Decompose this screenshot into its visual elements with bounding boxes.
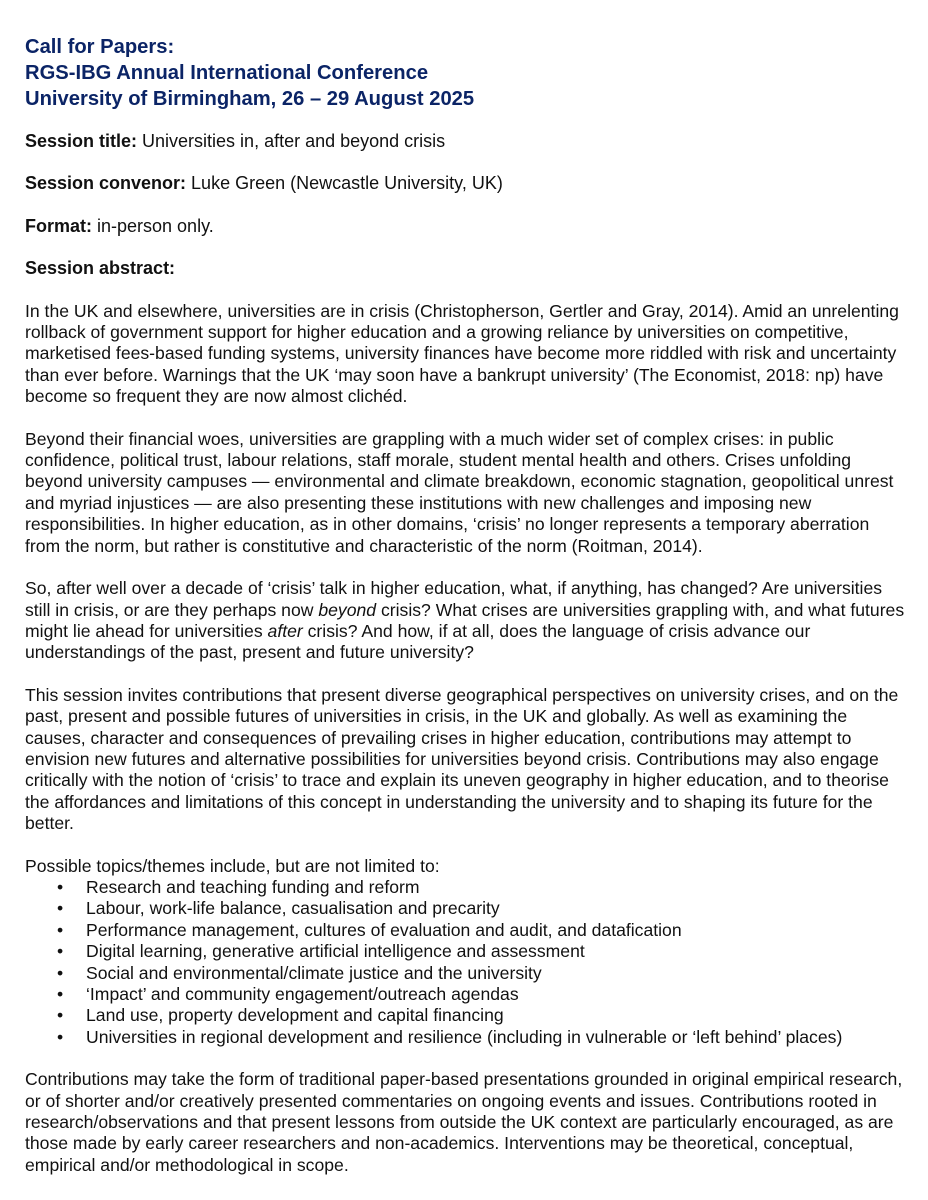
- session-abstract-label: Session abstract:: [25, 258, 176, 279]
- session-convenor-field: [25, 173, 906, 194]
- header-line-2: RGS-IBG Annual International Conference: [25, 62, 429, 84]
- topic-item: [25, 898, 906, 919]
- topic-text: Research and teaching funding and reform: [86, 876, 420, 897]
- topic-text: ‘Impact’ and community engagement/outreach agendas: [86, 984, 519, 1004]
- abstract-paragraph-2: Beyond their financial woes, universities are grappling with a much wider set of complex crises: in public confidence, political trust, labour relations, staff morale, student mental health and others. Crises unfolding beyond university campuses — environmental and climate breakdown, economic stagnation, geopolitical unrest and myriad injustices — are also presenting these institutions with new challenges and imposing new responsibilities. In higher education, as in other domains, ‘crisis’ no longer represents a temporary aberration from the norm, but rather is constitutive and characteristic of the norm (Roitman, 2014).: [25, 428, 894, 556]
- bullet-icon: •: [57, 941, 64, 962]
- topic-item: [25, 1005, 906, 1026]
- bullet-icon: •: [57, 1026, 64, 1047]
- topic-text: Performance management, cultures of evaluation and audit, and datafication: [86, 919, 682, 940]
- abstract-paragraph-4: This session invites contributions that present diverse geographical perspectives on university crises, and on the past, present and possible futures of universities in crisis, in the UK and globally. As well as examining the causes, character and consequences of prevailing crises in higher education, contributions may attempt to envision new futures and alternative possibilities for universities beyond crisis. Contributions may also engage critically with the notion of ‘crisis’ to trace and explain its uneven geography in higher education, and to theorise the affordances and limitations of this concept in understanding the university and to shaping its future for the better.: [25, 684, 899, 834]
- abstract-paragraph-1: In the UK and elsewhere, universities are in crisis (Christopherson, Gertler and Gray, 2014). Amid an unrelenting rollback of government support for higher education and a growing reliance by universities on competitive, marketised fees-based funding systems, university finances have become more riddled with risk and uncertainty than ever before. Warnings that the UK ‘may soon have a bankrupt university’ (The Economist, 2018: np) have become so frequent they are now almost clichéd.: [25, 300, 899, 407]
- bullet-icon: •: [57, 1005, 64, 1026]
- topic-text: Labour, work-life balance, casualisation and precarity: [86, 898, 500, 919]
- topic-item: [25, 1027, 906, 1048]
- bullet-icon: •: [57, 898, 64, 919]
- topic-item: [25, 963, 906, 984]
- bullet-icon: •: [57, 876, 64, 897]
- topic-text: Land use, property development and capital financing: [86, 1005, 504, 1026]
- format-field: [25, 216, 906, 237]
- topics-list: [25, 877, 906, 1048]
- p3-text-c: crisis? And how, if at all, does the language of crisis advance our understandings of the past, present and future university?: [25, 620, 811, 663]
- format-label: Format:: [25, 215, 92, 236]
- bullet-icon: •: [57, 962, 64, 983]
- p3-emphasis-beyond: beyond: [318, 599, 377, 620]
- topic-text: Digital learning, generative artificial intelligence and assessment: [86, 941, 585, 962]
- topics-intro: Possible topics/themes include, but are not limited to:: [25, 855, 440, 876]
- bullet-icon: •: [57, 919, 64, 940]
- abstract-paragraph-3: [25, 578, 906, 664]
- bullet-icon: •: [57, 984, 64, 1004]
- p3-text-b: crisis? What crises are universities grappling with, and what futures might lie ahead for universities: [25, 599, 905, 641]
- session-convenor-label: Session convenor:: [25, 173, 187, 194]
- session-title-label: Session title:: [25, 131, 138, 151]
- session-title-field: [25, 131, 906, 152]
- session-convenor-value: Luke Green (Newcastle University, UK): [186, 173, 503, 194]
- header-line-1: Call for Papers:: [25, 36, 175, 58]
- header-line-3: University of Birmingham, 26 – 29 August 2025: [25, 88, 475, 110]
- session-title-value: Universities in, after and beyond crisis: [137, 131, 446, 151]
- topic-item: [25, 920, 906, 941]
- closing-paragraph: Contributions may take the form of traditional paper-based presentations grounded in original empirical research, or of shorter and/or creatively presented commentaries on ongoing events and issues. Contributions rooted in research/observations and that present lessons from outside the UK context are particularly encouraged, as are those made by early career researchers and non-academics. Interventions may be theoretical, conceptual, empirical and/or methodological in scope.: [25, 1069, 903, 1175]
- session-abstract-heading: [25, 258, 906, 279]
- topic-item: [25, 941, 906, 962]
- call-for-papers-header: [25, 34, 906, 112]
- topic-text: Universities in regional development and resilience (including in vulnerable or ‘left behind’ places): [86, 1026, 843, 1047]
- p3-emphasis-after: after: [267, 620, 303, 641]
- format-value: in-person only.: [92, 215, 214, 236]
- p3-text-a: So, after well over a decade of ‘crisis’ talk in higher education, what, if anything, has changed? Are universities still in crisis, or are they perhaps now: [25, 578, 883, 620]
- topic-item: [25, 984, 906, 1005]
- topic-item: [25, 877, 906, 898]
- topic-text: Social and environmental/climate justice and the university: [86, 962, 542, 983]
